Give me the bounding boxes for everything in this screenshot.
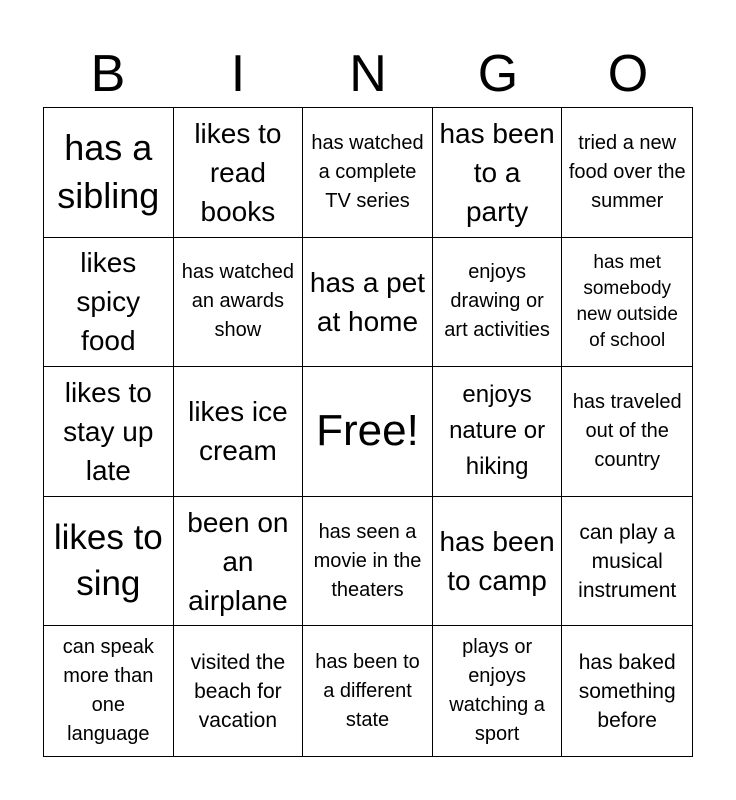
header-letter-i: I — [230, 45, 246, 103]
bingo-cell[interactable] — [562, 238, 692, 368]
bingo-cell[interactable] — [174, 367, 304, 497]
bingo-cell[interactable] — [562, 497, 692, 627]
bingo-cell[interactable] — [303, 108, 433, 238]
cell-text: has watched an awards show — [181, 261, 295, 342]
bingo-cell[interactable] — [303, 238, 433, 368]
header-letter-o: O — [607, 45, 649, 103]
bingo-cell[interactable] — [174, 497, 304, 627]
cell-text: can play a musical instrument — [578, 520, 677, 602]
bingo-cell[interactable] — [44, 367, 174, 497]
bingo-cell[interactable] — [303, 626, 433, 756]
cell-text: has seen a movie in the theaters — [313, 520, 422, 601]
bingo-cell[interactable] — [433, 626, 563, 756]
header-letter-b: B — [90, 45, 126, 103]
cell-text: likes to read books — [194, 117, 282, 227]
free-space-text: Free! — [316, 406, 419, 456]
cell-text: has a sibling — [57, 127, 160, 217]
bingo-cell[interactable] — [44, 497, 174, 627]
cell-text: has baked something before — [578, 650, 676, 732]
bingo-header — [43, 40, 693, 108]
cell-text: tried a new food over the summer — [568, 131, 686, 212]
bingo-board — [43, 107, 693, 757]
bingo-cell[interactable] — [174, 108, 304, 238]
bingo-cell[interactable] — [44, 626, 174, 756]
cell-text: can speak more than one language — [62, 636, 154, 746]
bingo-cell[interactable] — [433, 497, 563, 627]
cell-text: has traveled out of the country — [572, 390, 682, 471]
bingo-cell[interactable] — [44, 108, 174, 238]
cell-text: likes to sing — [53, 518, 163, 604]
bingo-cell[interactable] — [303, 497, 433, 627]
bingo-cell[interactable] — [433, 238, 563, 368]
cell-text: enjoys drawing or art activities — [444, 261, 550, 342]
cell-text: has been to a party — [439, 117, 555, 227]
cell-text: likes ice cream — [188, 396, 288, 467]
header-letter-n: N — [349, 45, 387, 103]
bingo-cell[interactable] — [562, 108, 692, 238]
header-letter-g: G — [477, 45, 519, 103]
bingo-cell[interactable] — [174, 626, 304, 756]
bingo-cell[interactable] — [433, 108, 563, 238]
cell-text: has been to camp — [439, 526, 555, 597]
cell-text: enjoys nature or hiking — [449, 381, 546, 481]
cell-text: likes to stay up late — [63, 376, 154, 486]
cell-text: has met somebody new outside of school — [576, 251, 678, 351]
cell-text: plays or enjoys watching a sport — [449, 636, 545, 746]
cell-text: been on an airplane — [187, 506, 289, 616]
cell-text: has been to a different state — [315, 650, 420, 731]
bingo-cell[interactable] — [562, 367, 692, 497]
cell-text: visited the beach for vacation — [190, 650, 286, 732]
bingo-cell[interactable] — [44, 238, 174, 368]
bingo-cell[interactable] — [433, 367, 563, 497]
bingo-cell[interactable] — [562, 626, 692, 756]
cell-text: has a pet at home — [309, 266, 426, 337]
free-space-cell[interactable] — [303, 367, 433, 497]
bingo-cell[interactable] — [174, 238, 304, 368]
cell-text: likes spicy food — [76, 247, 141, 357]
cell-text: has watched a complete TV series — [311, 131, 424, 212]
